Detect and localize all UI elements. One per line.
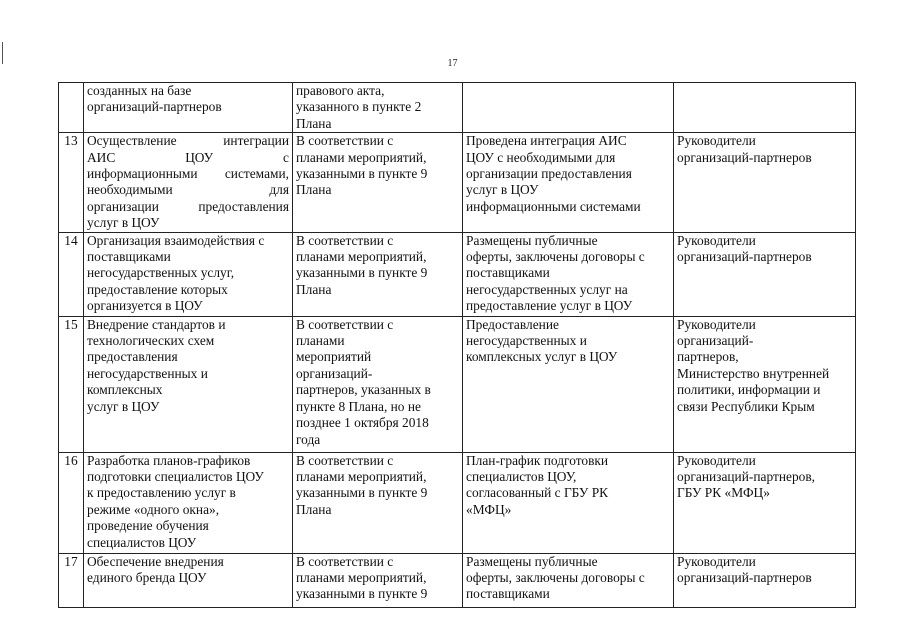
result-line: Размещены публичные <box>466 553 598 569</box>
deadline-line: указанными в пункте 9 <box>296 166 428 182</box>
deadline-line: указанными в пункте 9 <box>296 485 428 501</box>
deadline-line: Плана <box>296 281 332 297</box>
deadline-line: В соответствии с <box>296 316 394 332</box>
responsible-line: организаций-партнеров <box>677 249 812 265</box>
responsible-line: организаций- <box>677 333 754 349</box>
deadline-cell <box>293 316 463 452</box>
deadline-cell <box>293 133 463 232</box>
action-line: информационными системами, <box>87 166 289 182</box>
deadline-line: указанными в пункте 9 <box>296 586 428 602</box>
responsible-cell <box>674 452 856 553</box>
row-number-cell <box>59 83 84 133</box>
action-line: организаций-партнеров <box>87 99 222 115</box>
deadline-line: планами мероприятий, <box>296 249 427 265</box>
deadline-line: Плана <box>296 115 332 131</box>
result-line: Предоставление <box>466 316 559 332</box>
responsible-cell <box>674 83 856 133</box>
action-line: услуг в ЦОУ <box>87 398 160 414</box>
table-row <box>59 133 856 232</box>
result-line: поставщиками <box>466 586 550 602</box>
responsible-line: Руководители <box>677 133 756 149</box>
result-line: План-график подготовки <box>466 452 609 468</box>
action-line: организации предоставления <box>87 198 289 214</box>
action-line: Внедрение стандартов и <box>87 316 226 332</box>
action-line: негосударственных и <box>87 365 208 381</box>
deadline-line: планами мероприятий, <box>296 149 427 165</box>
deadline-line: В соответствии с <box>296 133 394 149</box>
action-line: комплексных <box>87 382 163 398</box>
action-line: Обеспечение внедрения <box>87 553 224 569</box>
deadline-line: Плана <box>296 501 332 517</box>
responsible-line: Руководители <box>677 553 756 569</box>
deadline-cell <box>293 553 463 607</box>
action-line: предоставление которых <box>87 281 228 297</box>
deadline-line: планами <box>296 333 345 349</box>
action-cell <box>84 316 293 452</box>
deadline-line: В соответствии с <box>296 452 394 468</box>
action-line: Организация взаимодействия с <box>87 232 265 248</box>
responsible-line: Руководители <box>677 316 756 332</box>
deadline-line: мероприятий <box>296 349 372 365</box>
table-row <box>59 452 856 553</box>
plan-table <box>58 82 856 608</box>
responsible-line: ГБУ РК «МФЦ» <box>677 485 770 501</box>
deadline-line: планами мероприятий, <box>296 469 427 485</box>
result-line: специалистов ЦОУ, <box>466 469 577 485</box>
result-cell <box>463 133 674 232</box>
deadline-line: В соответствии с <box>296 553 394 569</box>
result-line: информационными системами <box>466 198 641 214</box>
result-line: согласованный с ГБУ РК <box>466 485 609 501</box>
responsible-cell <box>674 232 856 316</box>
table-row <box>59 316 856 452</box>
result-line: негосударственных и <box>466 333 587 349</box>
row-number: 16 <box>64 452 78 468</box>
responsible-line: Руководители <box>677 232 756 248</box>
row-number-cell <box>59 553 84 607</box>
deadline-line: правового акта, <box>296 83 385 98</box>
action-line: предоставления <box>87 349 178 365</box>
responsible-cell <box>674 133 856 232</box>
action-line: организуется в ЦОУ <box>87 298 203 314</box>
responsible-cell <box>674 316 856 452</box>
responsible-cell <box>674 553 856 607</box>
responsible-line: организаций-партнеров, <box>677 469 815 485</box>
responsible-line: политики, информации и <box>677 382 821 398</box>
result-line: оферты, заключены договоры с <box>466 249 645 265</box>
deadline-line: года <box>296 431 321 447</box>
table-row <box>59 232 856 316</box>
result-cell <box>463 232 674 316</box>
action-line: подготовки специалистов ЦОУ <box>87 469 264 485</box>
row-number: 17 <box>64 553 78 569</box>
result-cell <box>463 553 674 607</box>
action-cell <box>84 133 293 232</box>
action-line: услуг в ЦОУ <box>87 215 160 231</box>
action-line: АИС ЦОУ с <box>87 149 289 165</box>
action-cell <box>84 452 293 553</box>
deadline-line: организаций- <box>296 365 373 381</box>
row-number-cell <box>59 452 84 553</box>
deadline-line: указанного в пункте 2 <box>296 99 422 115</box>
result-line: Размещены публичные <box>466 232 598 248</box>
deadline-cell <box>293 232 463 316</box>
deadline-line: пункте 8 Плана, но не <box>296 398 421 414</box>
plan-table-body <box>59 83 856 608</box>
deadline-line: указанными в пункте 9 <box>296 265 428 281</box>
result-line: комплексных услуг в ЦОУ <box>466 349 618 365</box>
deadline-cell <box>293 83 463 133</box>
action-line: режиме «одного окна», <box>87 501 220 517</box>
row-number-cell <box>59 316 84 452</box>
action-line: к предоставлению услуг в <box>87 485 236 501</box>
action-line: созданных на базе <box>87 83 192 98</box>
result-cell <box>463 83 674 133</box>
action-line: технологических схем <box>87 333 215 349</box>
deadline-line: партнеров, указанных в <box>296 382 431 398</box>
action-line: негосударственных услуг, <box>87 265 235 281</box>
responsible-line: организаций-партнеров <box>677 149 812 165</box>
action-line: проведение обучения <box>87 518 209 534</box>
action-cell <box>84 553 293 607</box>
row-number-cell <box>59 133 84 232</box>
action-line: Осуществление интеграции <box>87 133 289 149</box>
responsible-line: связи Республики Крым <box>677 398 815 414</box>
deadline-cell <box>293 452 463 553</box>
result-line: негосударственных услуг на <box>466 281 628 297</box>
action-line: специалистов ЦОУ <box>87 534 197 550</box>
action-line: единого бренда ЦОУ <box>87 570 207 586</box>
result-cell <box>463 316 674 452</box>
deadline-line: Плана <box>296 182 332 198</box>
result-line: предоставление услуг в ЦОУ <box>466 298 633 314</box>
action-cell <box>84 232 293 316</box>
result-line: организации предоставления <box>466 166 632 182</box>
result-line: поставщиками <box>466 265 550 281</box>
row-number: 13 <box>64 133 78 149</box>
result-line: оферты, заключены договоры с <box>466 570 645 586</box>
row-number: 14 <box>64 232 78 248</box>
result-line: Проведена интеграция АИС <box>466 133 627 149</box>
deadline-line: планами мероприятий, <box>296 570 427 586</box>
responsible-line: организаций-партнеров <box>677 570 812 586</box>
action-line: поставщиками <box>87 249 171 265</box>
responsible-line: партнеров, <box>677 349 739 365</box>
deadline-line: позднее 1 октября 2018 <box>296 415 429 431</box>
action-cell <box>84 83 293 133</box>
table-row <box>59 83 856 133</box>
row-number: 15 <box>64 316 78 332</box>
table-row <box>59 553 856 607</box>
responsible-line: Министерство внутренней <box>677 365 830 381</box>
result-cell <box>463 452 674 553</box>
result-line: ЦОУ с необходимыми для <box>466 149 616 165</box>
row-number-cell <box>59 232 84 316</box>
deadline-line: В соответствии с <box>296 232 394 248</box>
action-line: необходимыми для <box>87 182 289 198</box>
result-line: услуг в ЦОУ <box>466 182 539 198</box>
result-line: «МФЦ» <box>466 501 512 517</box>
action-line: Разработка планов-графиков <box>87 452 251 468</box>
page-number: 17 <box>447 58 458 69</box>
responsible-line: Руководители <box>677 452 756 468</box>
